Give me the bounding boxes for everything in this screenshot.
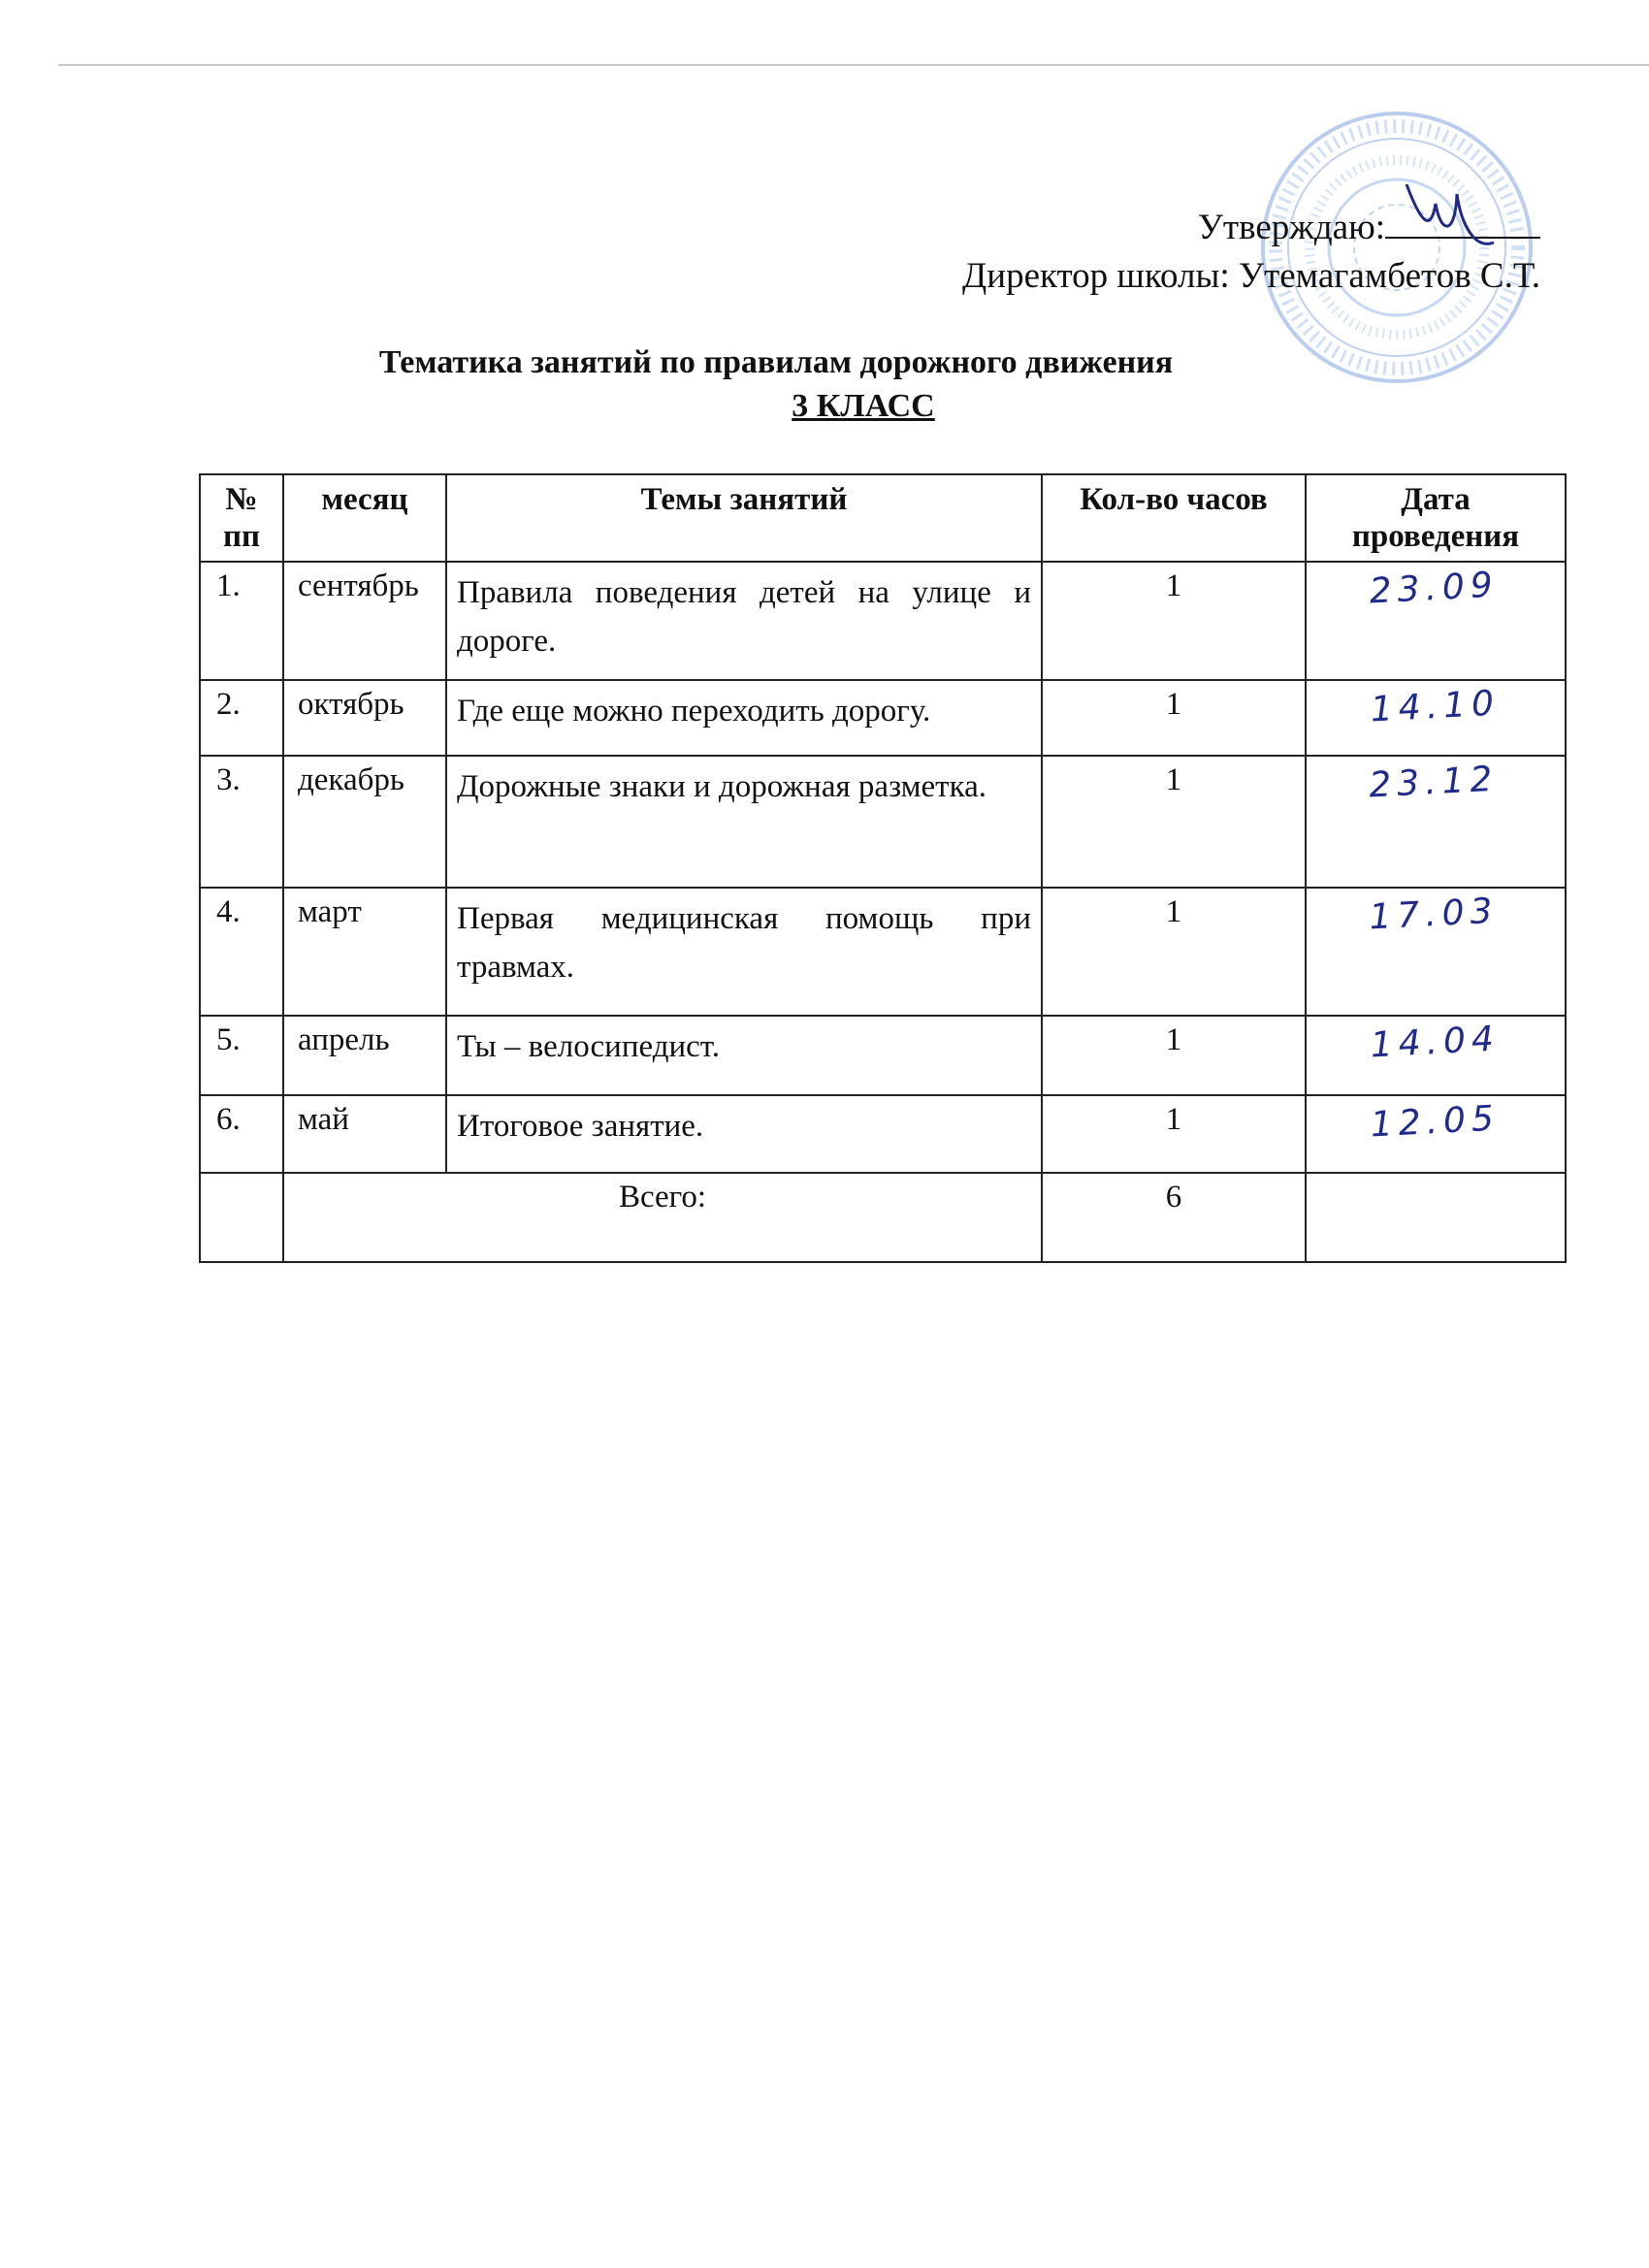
row-month: сентябрь [283,562,446,680]
total-hours: 6 [1042,1173,1306,1262]
row-date: 12.05 [1304,1088,1568,1180]
row-date: 17.03 [1303,881,1569,1022]
row-date: 14.04 [1304,1009,1568,1102]
row-topic: Итоговое занятие. [446,1095,1042,1173]
row-num: 5. [200,1016,283,1095]
row-month: апрель [283,1016,446,1095]
header-hours: Кол-во часов [1042,474,1306,562]
table-row [200,756,1566,888]
row-num: 4. [200,888,283,1016]
row-topic: Ты – велосипедист. [446,1016,1042,1095]
header-topic: Темы занятий [446,474,1042,562]
director-signature [1397,165,1504,252]
total-empty-cell [200,1173,283,1262]
row-num: 3. [200,756,283,888]
row-topic: Первая медицинская помощь при травмах. [446,888,1042,1016]
row-month: май [283,1095,446,1173]
total-label: Всего: [283,1173,1042,1262]
row-num: 2. [200,680,283,756]
row-date: 14.10 [1304,673,1568,762]
row-num: 6. [200,1095,283,1173]
row-hours: 1 [1042,680,1306,756]
table-row [200,1016,1566,1095]
header-date: Дата проведения [1306,474,1566,562]
page-title: Тематика занятий по правилам дорожного движения [378,344,1174,380]
table-row [200,562,1566,680]
row-topic: Правила поведения детей на улице и дороге. [446,562,1042,680]
row-topic: Дорожные знаки и дорожная разметка. [446,756,1042,888]
row-hours: 1 [1042,756,1306,888]
row-month: март [283,888,446,1016]
row-hours: 1 [1042,1095,1306,1173]
row-hours: 1 [1042,1016,1306,1095]
page-subtitle: 3 КЛАСС [792,388,935,424]
row-hours: 1 [1042,562,1306,680]
table-total-row [200,1173,1566,1262]
lesson-plan-table [199,473,1567,1263]
row-month: декабрь [283,756,446,888]
scan-edge-line [58,64,1649,66]
row-month: октябрь [283,680,446,756]
approve-label: Утверждаю: [1197,208,1385,247]
total-date-empty [1306,1173,1566,1262]
header-num: № пп [200,474,283,562]
table-header-row [200,474,1566,562]
director-line: Директор школы: Утемагамбетов С.Т. [962,256,1540,296]
row-topic: Где еще можно переходить дорогу. [446,680,1042,756]
row-num: 1. [200,562,283,680]
row-date: 23.12 [1303,749,1569,894]
header-month: месяц [283,474,446,562]
row-date: 23.09 [1303,555,1568,687]
table-row [200,1095,1566,1173]
table-row [200,888,1566,1016]
row-hours: 1 [1042,888,1306,1016]
table-row [200,680,1566,756]
